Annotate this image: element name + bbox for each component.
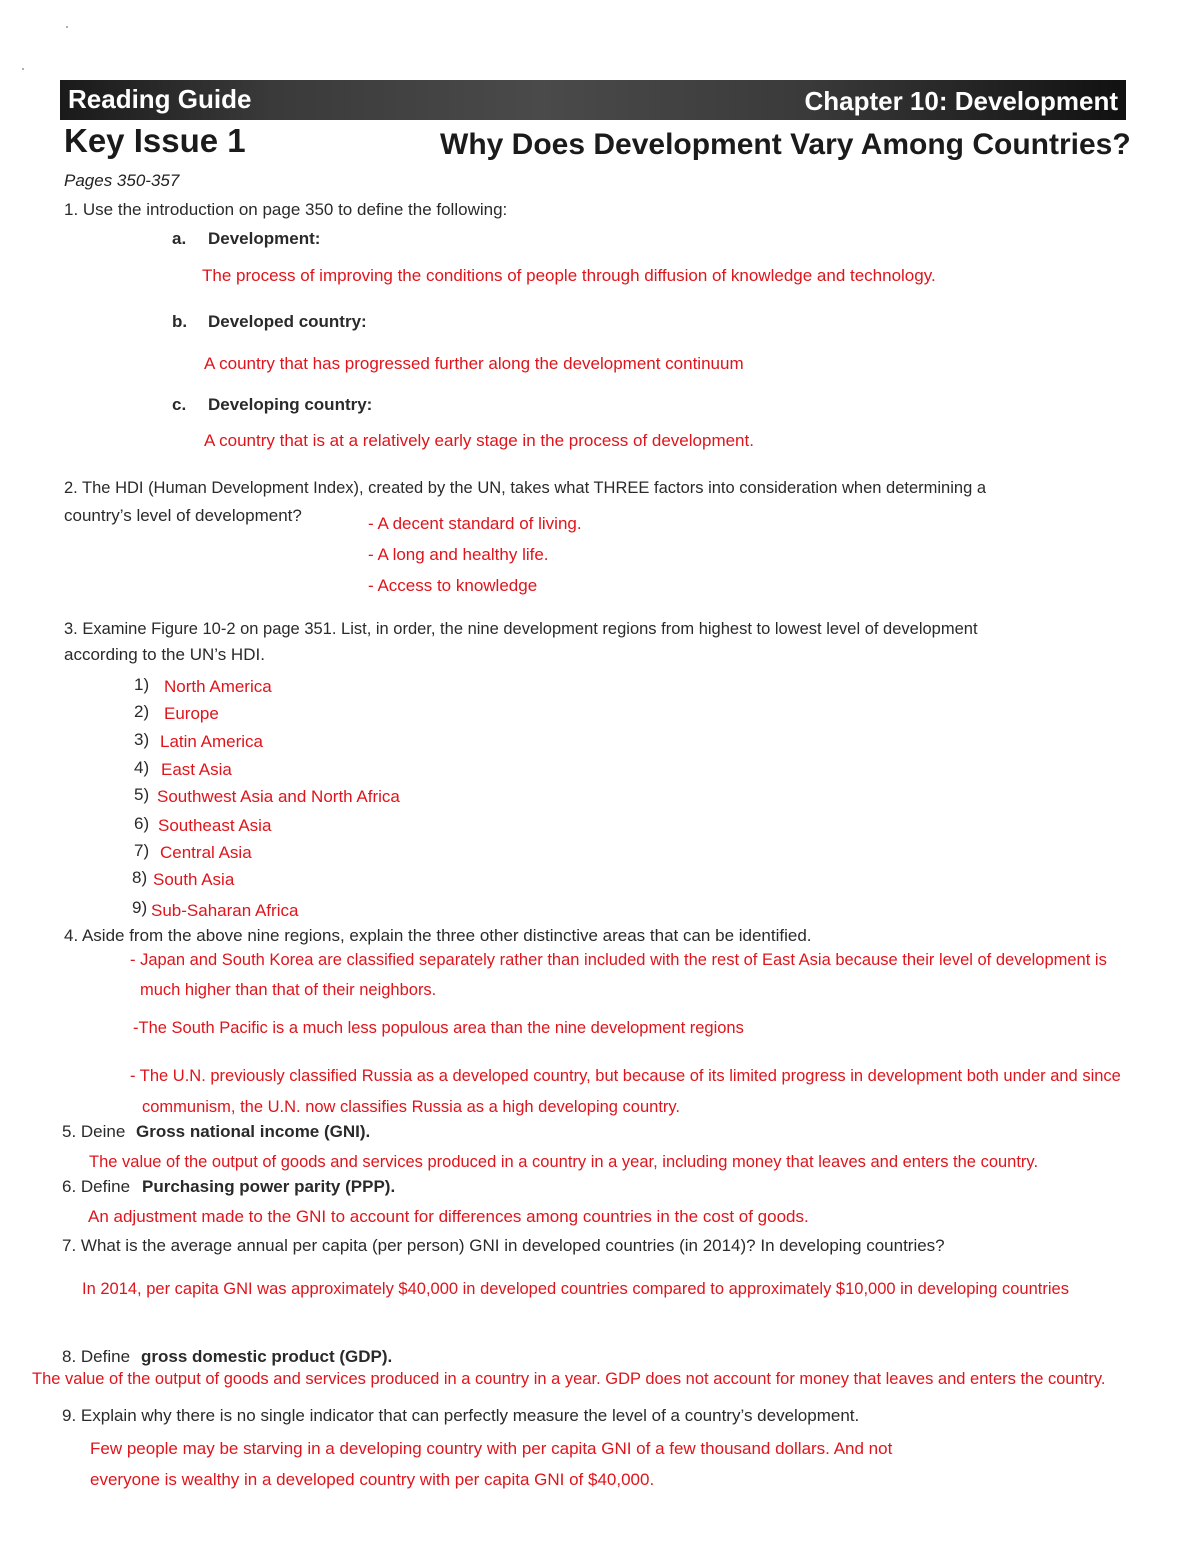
q1-b-term: Developed country:: [208, 312, 367, 331]
q3-item-number: 8): [132, 868, 148, 887]
q3-item-text: North America: [164, 677, 272, 696]
q6-prompt-prefix: 6. Define: [62, 1177, 131, 1196]
q6-prompt-term: Purchasing power parity (PPP).: [142, 1177, 396, 1196]
q3-item-number: 9): [132, 898, 148, 917]
scan-speck: [66, 26, 68, 28]
q8-prompt-term: gross domestic product (GDP).: [141, 1347, 393, 1366]
q9-prompt: 9. Explain why there is no single indicator that can perfectly measure the level of a country’s development.: [62, 1406, 860, 1425]
q3-item-text: Sub-Saharan Africa: [151, 901, 299, 920]
q1-b-label: b.: [172, 312, 188, 331]
q7-prompt: 7. What is the average annual per capita (per person) GNI in developed countries (in 2014)? In developing countries?: [62, 1236, 945, 1255]
q9-answer-line1: Few people may be starving in a developing country with per capita GNI of a few thousand dollars. And not: [90, 1439, 893, 1458]
q3-item-number: 2): [134, 702, 150, 721]
q3-item-number: 4): [134, 758, 150, 777]
q2-answer-2: - A long and healthy life.: [368, 545, 549, 564]
reading-guide-label: Reading Guide: [68, 84, 252, 114]
q2-answer-1: - A decent standard of living.: [368, 514, 582, 533]
q6-answer: An adjustment made to the GNI to account for differences among countries in the cost of goods.: [88, 1207, 809, 1226]
q3-item-number: 6): [134, 814, 150, 833]
q3-item-text: East Asia: [161, 760, 232, 779]
q3-item-number: 1): [134, 675, 150, 694]
q2-answer-3: - Access to knowledge: [368, 576, 538, 595]
q3-item-text: Europe: [164, 704, 219, 723]
q5-prompt-prefix: 5. Deine: [62, 1122, 126, 1141]
q4-answer-1-line2: much higher than that of their neighbors.: [140, 981, 437, 999]
q1-a-label: a.: [172, 229, 187, 248]
q1-b-answer: A country that has progressed further along the development continuum: [204, 354, 744, 373]
q3-item-number: 5): [134, 785, 150, 804]
q2-prompt-line1: 2. The HDI (Human Development Index), created by the UN, takes what THREE factors into consideration when determining a: [64, 479, 987, 497]
q2-prompt-line2: country’s level of development?: [64, 506, 302, 525]
key-issue-title: Why Does Development Vary Among Countries?: [440, 128, 1131, 161]
q1-a-term: Development:: [208, 229, 321, 248]
page-range: Pages 350-357: [64, 171, 180, 190]
q1-c-term: Developing country:: [208, 395, 373, 414]
q4-answer-1-line1: - Japan and South Korea are classified separately rather than included with the rest of East Asia because their level of development is: [130, 951, 1107, 969]
q1-a-answer: The process of improving the conditions of people through diffusion of knowledge and technology.: [202, 266, 936, 285]
chapter-label: Chapter 10: Development: [804, 86, 1118, 116]
q3-prompt-line2: according to the UN’s HDI.: [64, 645, 265, 664]
q3-item-number: 7): [134, 841, 150, 860]
q4-answer-3-line1: - The U.N. previously classified Russia as a developed country, but because of its limited progress in development both under and since: [130, 1067, 1121, 1085]
q1-c-label: c.: [172, 395, 187, 414]
scan-speck: [22, 68, 24, 70]
q3-item-text: South Asia: [153, 870, 235, 889]
q3-item-text: Central Asia: [160, 843, 252, 862]
q3-item-text: Southwest Asia and North Africa: [157, 787, 400, 806]
q8-prompt-prefix: 8. Define: [62, 1347, 131, 1366]
q5-prompt-term: Gross national income (GNI).: [136, 1122, 371, 1141]
q8-answer: The value of the output of goods and services produced in a country in a year. GDP does not account for money that leaves and enters the country.: [32, 1370, 1106, 1388]
header-banner: [60, 80, 1126, 120]
q4-prompt: 4. Aside from the above nine regions, explain the three other distinctive areas that can be identified.: [64, 926, 812, 945]
q4-answer-3-line2: communism, the U.N. now classifies Russia as a high developing country.: [142, 1098, 681, 1116]
q9-answer-line2: everyone is wealthy in a developed country with per capita GNI of $40,000.: [90, 1470, 655, 1489]
q5-answer: The value of the output of goods and services produced in a country in a year, including money that leaves and enters the country.: [89, 1153, 1039, 1171]
q1-prompt: 1. Use the introduction on page 350 to define the following:: [64, 200, 508, 219]
q3-prompt-line1: 3. Examine Figure 10-2 on page 351. List, in order, the nine development regions from highest to lowest level of development: [64, 620, 978, 638]
q4-answer-2: -The South Pacific is a much less populous area than the nine development regions: [133, 1019, 744, 1037]
q1-c-answer: A country that is at a relatively early stage in the process of development.: [204, 431, 754, 450]
q3-item-text: Southeast Asia: [158, 816, 272, 835]
key-issue-heading: Key Issue 1: [64, 122, 246, 159]
q3-item-text: Latin America: [160, 732, 263, 751]
q3-item-number: 3): [134, 730, 150, 749]
q7-answer: In 2014, per capita GNI was approximately $40,000 in developed countries compared to approximately $10,000 in developing countries: [82, 1280, 1069, 1298]
